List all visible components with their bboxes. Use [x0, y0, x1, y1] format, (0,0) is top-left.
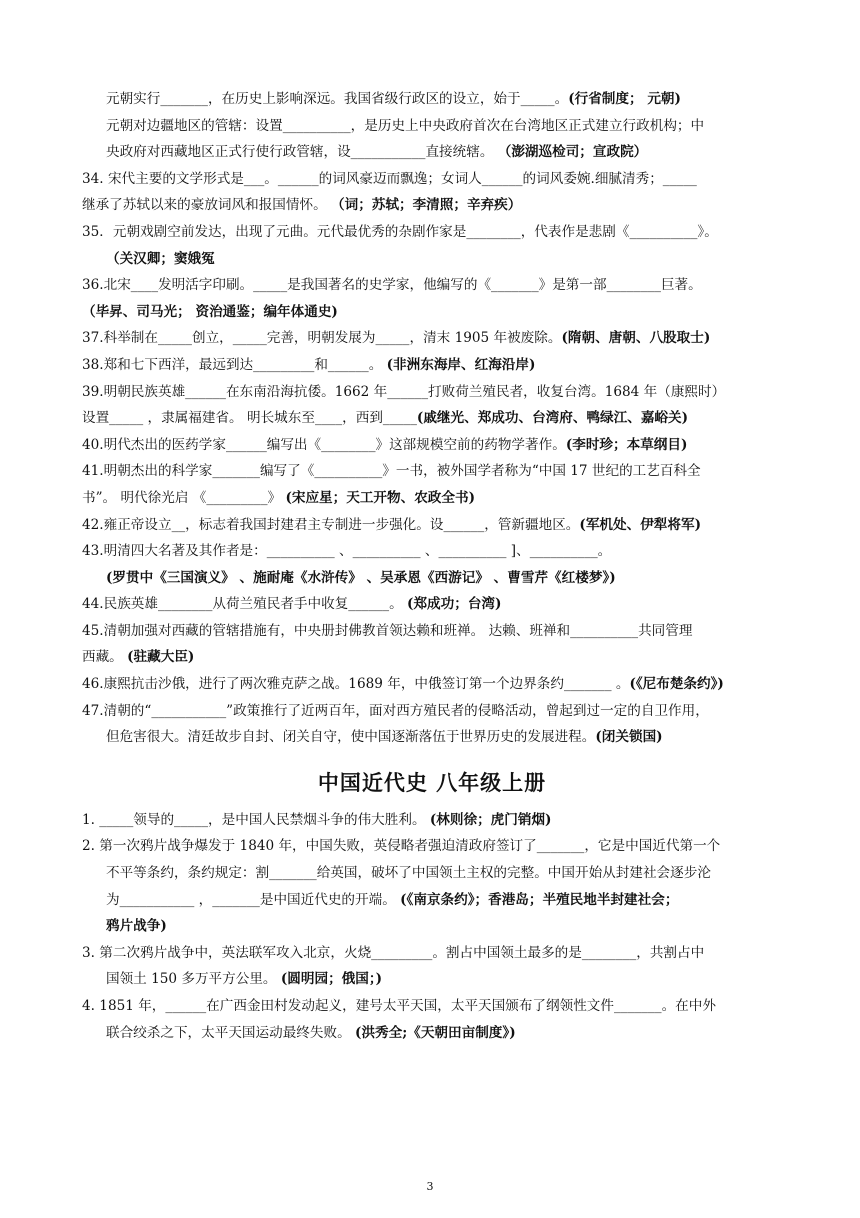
text-line	[82, 219, 782, 246]
text-line	[82, 379, 782, 406]
question-text: 设置_____ ，隶属福建省。 明长城东至____，西到_____	[82, 410, 417, 427]
question-text: 元朝对边疆地区的管辖：设置__________，是历史上中央政府首次在台湾地区正式建立行政机构；中	[106, 117, 705, 134]
question-text: 34. 宋代主要的文学形式是___。______的词风豪迈而飘逸；女词人______的词风委婉.细腻清秀；_____	[82, 170, 697, 187]
text-line	[82, 565, 782, 592]
question-text: 35．元朝戏剧空前发达，出现了元曲。元代最优秀的杂剧作家是________，代表作是悲剧《__________》。	[82, 223, 718, 240]
question-text: 为___________ ，_______是中国近代史的开端。	[106, 891, 401, 908]
question-text: 4. 1851 年，______在广西金田村发动起义，建号太平天国，太平天国颁布了纲领性文件_______。在中外	[82, 998, 716, 1014]
question-text: 3. 第二次鸦片战争中，英法联军攻入北京，火烧_________。割占中国领土最多的是________，共割占中	[82, 944, 705, 961]
question-text: 联合绞杀之下，太平天国运动最终失败。	[106, 1024, 356, 1041]
question-text: 央政府对西藏地区正式行使行政管辖，设___________直接统辖。	[106, 144, 498, 161]
text-line	[82, 993, 782, 1020]
document-page	[82, 86, 782, 1046]
text-line	[82, 139, 782, 166]
answer-text: (圆明园；俄国；)	[280, 971, 383, 988]
answer-text: （词；苏轼；李清照；辛弃疾）	[331, 197, 522, 214]
text-line	[82, 86, 782, 113]
answer-text: (《尼布楚条约》)	[629, 676, 724, 693]
answer-text: （澎湖巡检司；宣政院）	[497, 144, 648, 161]
text-line	[82, 325, 782, 352]
text-line	[82, 940, 782, 967]
text-line	[82, 807, 782, 834]
text-line	[82, 192, 782, 219]
answer-text: (洪秀全;《天朝田亩制度》)	[355, 1024, 516, 1041]
answer-text: (戚继光、郑成功、台湾府、鸭绿江、嘉峪关)	[416, 410, 689, 427]
text-line	[82, 272, 782, 299]
text-line	[82, 966, 782, 993]
answer-text: (军机处、伊犁将军)	[579, 516, 702, 533]
answer-text: 鸦片战争)	[106, 918, 167, 935]
question-text: 37.科举制在_____创立，_____完善，明朝发展为_____，清末 1905 年被废除。	[82, 330, 562, 347]
question-text: 39.明朝民族英雄______在东南沿海抗倭。1662 年______打败荷兰殖民者，收复台湾。1684 年（康熙时）	[82, 383, 726, 400]
text-line	[82, 860, 782, 887]
text-line	[82, 485, 782, 512]
answer-text: (李时珍；本草纲目)	[565, 436, 688, 453]
question-text: 42.雍正帝设立__，标志着我国封建君主专制进一步强化。设______，管新疆地区。	[82, 516, 580, 533]
text-line	[82, 113, 782, 140]
page-number: 3	[426, 1180, 434, 1193]
text-line	[82, 698, 782, 725]
question-text: 不平等条约，条约规定：割_______给英国，破坏了中国领土主权的完整。中国开始从封建社会逐步沦	[106, 865, 711, 882]
text-line	[82, 538, 782, 565]
question-text: 38.郑和七下西洋，最远到达_________和______。	[82, 356, 387, 373]
answer-text: (行省制度； 元朝)	[568, 91, 681, 107]
question-text: 36.北宋____发明活字印刷。_____是我国著名的史学家，他编写的《_______》是第一部________巨著。	[82, 277, 702, 294]
text-line	[82, 432, 782, 459]
question-text: 46.康熙抗击沙俄，进行了两次雅克萨之战。1689 年，中俄签订第一个边界条约_______ 。	[82, 676, 630, 693]
question-text: 书”。 明代徐光启 《_________》	[82, 489, 286, 506]
text-line	[82, 644, 782, 671]
answer-text: (宋应星；天工开物、农政全书)	[285, 489, 476, 506]
answer-text: (郑成功；台湾)	[407, 596, 502, 613]
section-title: 中国近代史 八年级上册	[317, 769, 547, 795]
section-ancient-history	[82, 86, 782, 751]
text-line	[82, 591, 782, 618]
question-text: 44.民族英雄________从荷兰殖民者手中收复______。	[82, 596, 408, 613]
text-line	[82, 405, 782, 432]
question-text: 45.清朝加强对西藏的管辖措施有，中央册封佛教首领达赖和班禅。 达赖、班禅和__________共同管理	[82, 622, 693, 639]
question-text: 47.清朝的“___________”政策推行了近两百年，面对西方殖民者的侵略活动，曾起到过一定的自卫作用，	[82, 702, 709, 719]
question-text: 2. 第一次鸦片战争爆发于 1840 年，中国失败，英侵略者强迫清政府签订了_______，它是中国近代第一个	[82, 838, 721, 855]
answer-text: (《南京条约》；香港岛；半殖民地半封建社会；	[400, 891, 679, 908]
question-text: 继承了苏轼以来的豪放词风和报国情怀。	[82, 197, 332, 214]
text-line	[82, 724, 782, 751]
question-text: 41.明朝杰出的科学家_______编写了《__________》一书，被外国学者称为“中国 17 世纪的工艺百科全	[82, 463, 701, 480]
question-text: 43.明清四大名著及其作者是：__________ 、__________ 、__________ ]、__________。	[82, 543, 612, 560]
answer-text: (驻藏大臣)	[127, 649, 195, 666]
answer-text: (林则徐；虎门销烟)	[429, 811, 552, 828]
question-text: 元朝实行_______，在历史上影响深远。我国省级行政区的设立，始于_____。	[106, 91, 569, 107]
text-line	[82, 246, 782, 273]
text-line	[82, 887, 782, 914]
text-line	[82, 913, 782, 940]
answer-text: (隋朝、唐朝、八股取士)	[561, 330, 711, 347]
text-line	[82, 166, 782, 193]
text-line	[82, 458, 782, 485]
section-modern-history	[82, 807, 782, 1046]
text-line	[82, 1020, 782, 1047]
answer-text: (罗贯中《三国演义》 、施耐庵《水浒传》 、吴承恩《西游记》 、曹雪芹《红楼梦》)	[106, 569, 616, 586]
question-text: 国领土 150 多万平方公里。	[106, 971, 281, 988]
text-line	[82, 352, 782, 379]
text-line	[82, 299, 782, 326]
text-line	[82, 618, 782, 645]
answer-text: （关汉卿；窦娥冤	[106, 250, 215, 267]
answer-text: (非洲东海岸、红海沿岸)	[386, 356, 536, 373]
text-line	[82, 833, 782, 860]
text-line	[82, 512, 782, 539]
question-text: 40.明代杰出的医药学家______编写出《________》这部规模空前的药物学著作。	[82, 436, 566, 453]
text-line	[82, 671, 782, 698]
question-text: 但危害很大。清廷故步自封、闭关自守，使中国逐渐落伍于世界历史的发展进程。	[106, 729, 596, 746]
answer-text: (闭关锁国)	[595, 729, 663, 746]
question-text: 1. _____领导的_____，是中国人民禁烟斗争的伟大胜利。	[82, 811, 430, 828]
answer-text: （毕昇、司马光； 资治通鉴；编年体通史)	[82, 303, 338, 320]
question-text: 西藏。	[82, 649, 128, 666]
